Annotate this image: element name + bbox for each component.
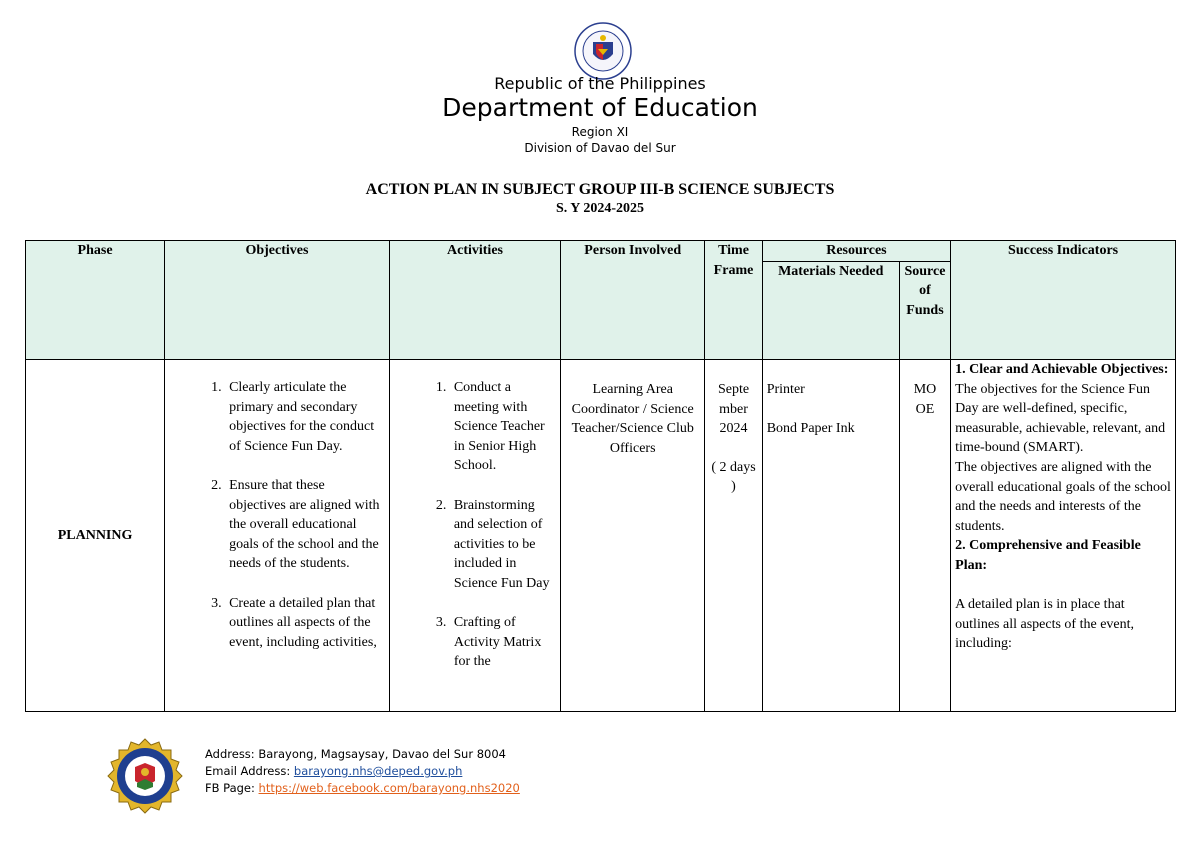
source-of-funds-text: MO OE (913, 382, 937, 417)
action-plan-table (25, 240, 1176, 712)
activities-list (394, 378, 556, 672)
source-of-funds-header: Source of Funds (899, 261, 950, 359)
time-frame-text: Septe mber 2024 (717, 382, 750, 437)
time-frame-duration: ( 2 days ) (711, 459, 756, 495)
deped-seal-logo (574, 22, 632, 80)
list-item: 2. Ensure that these objectives are aligned with the overall educational goals of the school and the needs of the students. (225, 476, 385, 574)
footer-email (205, 763, 462, 780)
resources-header: Resources (762, 241, 950, 262)
list-item: 1. Conduct a meeting with Science Teacher in Senior High School. (450, 378, 556, 476)
list-item: 1. Clearly articulate the primary and secondary objectives for the conduct of Science Fun Day. (225, 378, 385, 456)
header-row-1 (26, 241, 1176, 262)
success-heading-1: 1. Clear and Achievable Objectives: (955, 362, 1169, 377)
objectives-list (169, 378, 385, 652)
material-item: Printer (766, 382, 805, 397)
person-involved-cell (561, 360, 705, 712)
time-frame-cell (705, 360, 762, 712)
list-item: 3. Create a detailed plan that outlines all aspects of the event, including activities, (225, 594, 385, 653)
activities-cell (389, 360, 560, 712)
time-frame-header: Time Frame (705, 241, 762, 360)
division-label: Division of Davao del Sur (524, 141, 676, 155)
republic-label: Republic of the Philippines (494, 74, 706, 93)
email-label: Email Address: (205, 764, 291, 778)
objectives-cell (165, 360, 390, 712)
source-of-funds-cell (899, 360, 950, 712)
materials-cell (762, 360, 899, 712)
materials-needed-header: Materials Needed (762, 261, 899, 359)
success-indicators-header: Success Indicators (951, 241, 1176, 360)
table-row-planning (26, 360, 1176, 712)
success-indicators-cell (951, 360, 1176, 712)
document-title: ACTION PLAN IN SUBJECT GROUP III-B SCIENCE SUBJECTS (365, 181, 835, 198)
school-logo (106, 737, 184, 815)
list-item: 2. Brainstorming and selection of activities to be included in Science Fun Day (450, 496, 556, 594)
objectives-header: Objectives (165, 241, 390, 360)
material-item: Bond Paper Ink (766, 420, 855, 436)
list-item: 3. Crafting of Activity Matrix for the (450, 613, 556, 672)
success-text: A detailed plan is in place that outlines all aspects of the event, including: (955, 597, 1135, 652)
footer-fb (205, 780, 520, 797)
region-label: Region XI (571, 125, 629, 139)
phase-header: Phase (26, 241, 165, 360)
fb-label: FB Page: (205, 781, 255, 795)
address-text: Barayong, Magsaysay, Davao del Sur 8004 (258, 747, 506, 761)
person-involved-header: Person Involved (561, 241, 705, 360)
success-heading-2: 2. Comprehensive and Feasible Plan: (955, 538, 1141, 573)
footer-address (205, 746, 506, 763)
success-text: The objectives for the Science Fun Day are well-defined, specific, measurable, achievable, relevant, and time-bound (SMART). (955, 381, 1166, 456)
activities-header: Activities (389, 241, 560, 360)
school-year: S. Y 2024-2025 (555, 201, 645, 216)
address-label: Address: (205, 747, 255, 761)
person-involved-text: Learning Area Coordinator / Science Teacher/Science Club Officers (571, 382, 694, 456)
fb-page-link[interactable]: https://web.facebook.com/barayong.nhs2020 (258, 781, 520, 795)
department-title: Department of Education (442, 93, 758, 122)
phase-cell: PLANNING (26, 360, 165, 712)
email-link[interactable]: barayong.nhs@deped.gov.ph (293, 764, 463, 778)
success-text: The objectives are aligned with the overall educational goals of the school and the needs and interests of the students. (955, 459, 1171, 534)
